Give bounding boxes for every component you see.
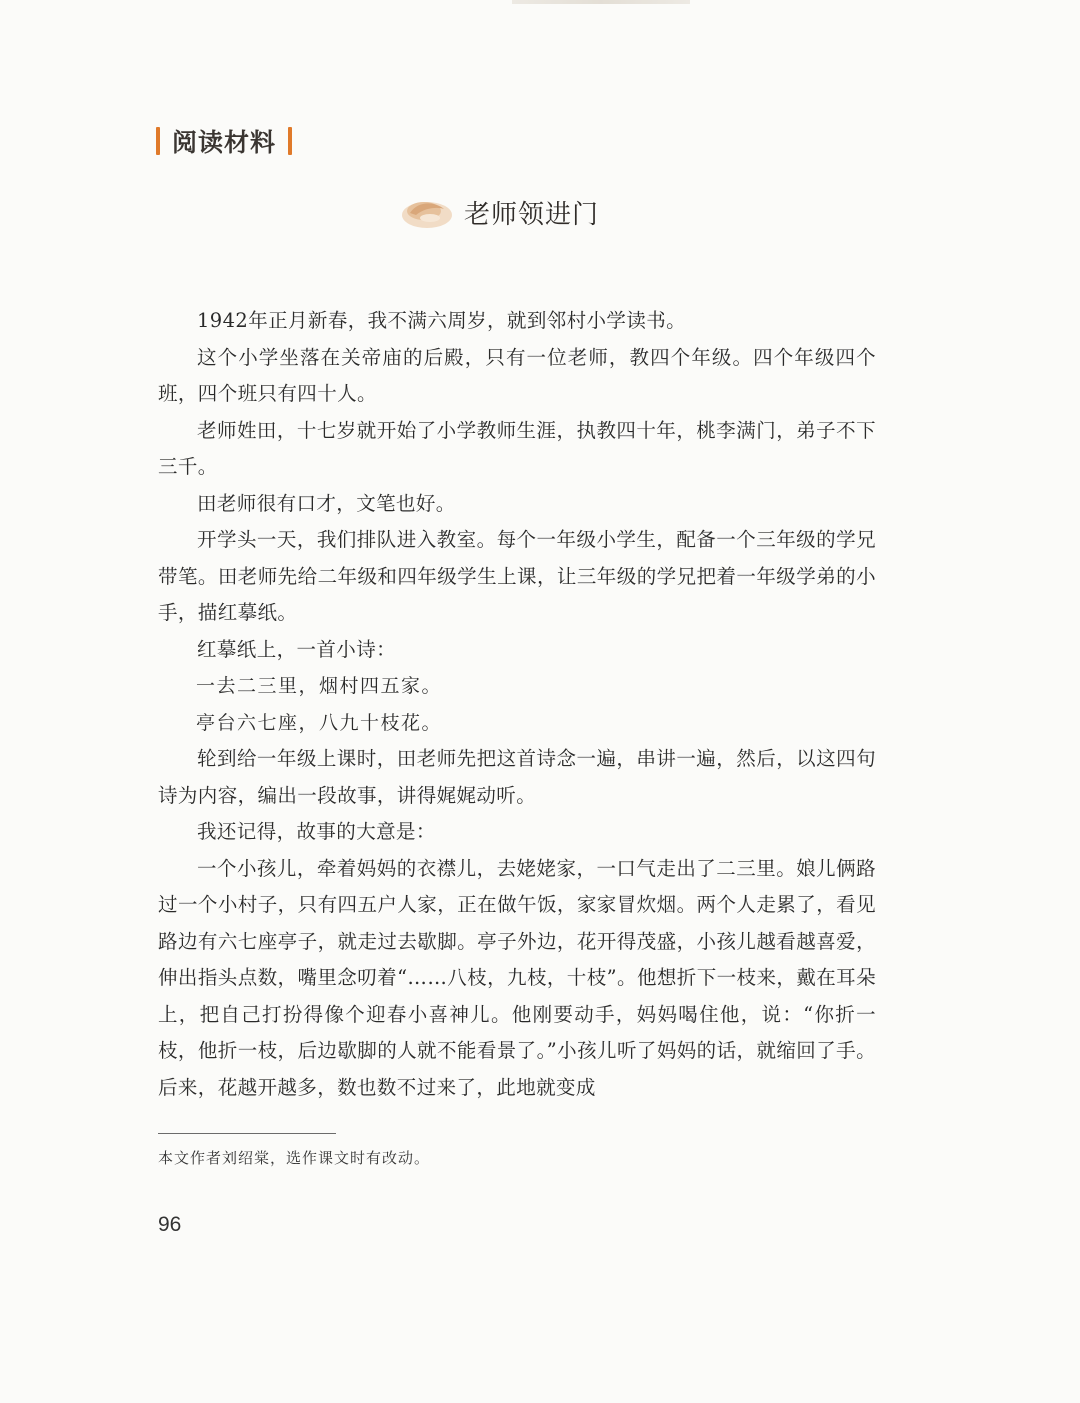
page-number: 96 (158, 1213, 182, 1236)
paragraph: 我还记得，故事的大意是： (197, 820, 436, 843)
paragraph: 田老师很有口才，文笔也好。 (197, 491, 456, 515)
paragraph: 这个小学坐落在关帝庙的后殿，只有一位老师，教四个年级。四个年级四个班，四个班只有四十人。 (158, 345, 876, 405)
paragraph: 1942年正月新春，我不满六周岁，就到邻村小学读书。 (197, 309, 687, 332)
article-title: 老师领进门 (464, 199, 600, 230)
paragraph: 轮到给一年级上课时，田老师先把这首诗念一遍，串讲一遍，然后，以这四句诗为内容，编出一段故事，讲得娓娓动听。 (158, 747, 876, 807)
ornament-icon (400, 193, 454, 231)
section-header (156, 124, 292, 158)
paragraph: 开学头一天，我们排队进入教室。每个一年级小学生，配备一个三年级的学兄带笔。田老师先给二年级和四年级学生上课，让三年级的学兄把着一年级学弟的小手，描红摹纸。 (158, 528, 876, 624)
article-heading (400, 190, 599, 234)
header-strip (512, 0, 690, 4)
section-title: 阅读材料 (172, 128, 277, 157)
footnote-divider (158, 1133, 336, 1134)
paragraph: 老师姓田，十七岁就开始了小学教师生涯，执教四十年，桃李满门，弟子不下三千。 (158, 418, 876, 478)
article-body (158, 303, 876, 1106)
poem-line: 一去二三里，烟村四五家。 (196, 675, 443, 697)
poem-line: 亭台六七座，八九十枝花。 (196, 711, 443, 734)
paragraph: 红摹纸上，一首小诗： (197, 637, 397, 661)
section-bar-left (156, 127, 160, 155)
paragraph: 一个小孩儿，牵着妈妈的衣襟儿，去姥姥家，一口气走出了二三里。娘儿俩路过一个小村子，只有四五户人家，正在做午饭，家家冒炊烟。两个人走累了，看见路边有六七座亭子，就走过去歇脚。亭子外边，花开得茂盛，小孩儿越看越喜爱，伸出指头点数，嘴里念叨着“……八枝，九枝，十枝”。他想折下一枝来，戴在耳朵上，把自己打扮得像个迎春小喜神儿。他刚要动手，妈妈喝住他，说：“你折一枝，他折一枝，后边歇脚的人就不能看景了。”小孩儿听了妈妈的话，就缩回了手。后来，花越开越多，数也数不过来了，此地就变成 (158, 856, 876, 1099)
footnote: 本文作者刘绍棠，选作课文时有改动。 (158, 1149, 431, 1167)
section-bar-right (288, 127, 292, 155)
